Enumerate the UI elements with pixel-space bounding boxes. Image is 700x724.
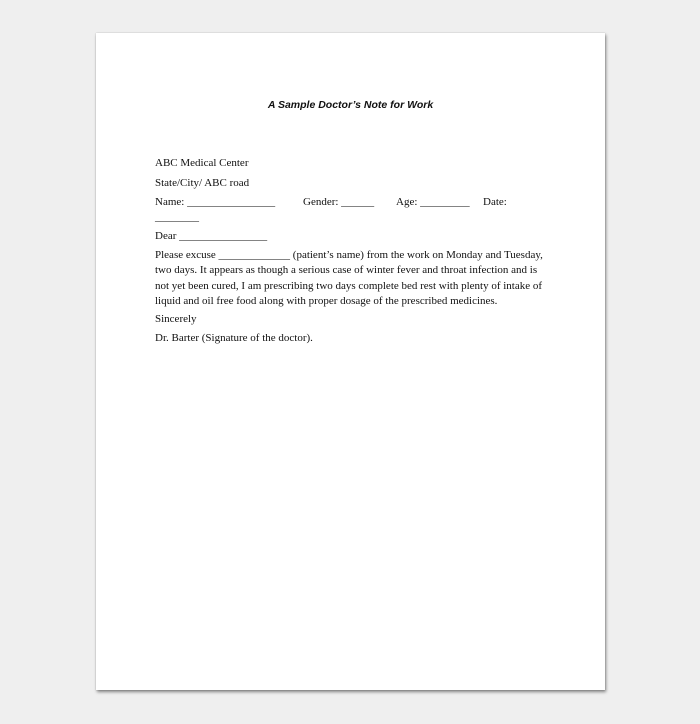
age-field: Age: _________ <box>396 196 470 208</box>
note-body-line: liquid and oil free food along with proper dosage of the prescribed medicines. <box>155 295 498 308</box>
date-blank: ________ <box>155 211 199 223</box>
gender-field: Gender: ______ <box>303 196 375 208</box>
note-body-line: two days. It appears as though a serious case of winter fever and throat infection and is <box>155 264 538 277</box>
organization-name: ABC Medical Center <box>155 157 249 169</box>
name-field: Name: ________________ <box>155 196 276 208</box>
document-title: A Sample Doctor’s Note for Work <box>267 99 434 111</box>
salutation: Dear ________________ <box>155 230 268 242</box>
note-body-line: Please excuse _____________ (patient’s name) from the work on Monday and Tuesday, <box>155 249 543 261</box>
closing: Sincerely <box>155 313 197 325</box>
note-body-line: not yet been cured, I am prescribing two days complete bed rest with plenty of intake of <box>155 279 543 292</box>
document-page <box>96 33 605 690</box>
note-body <box>155 248 555 310</box>
date-field: Date: <box>483 196 507 208</box>
signature-line: Dr. Barter (Signature of the doctor). <box>155 332 313 344</box>
organization-address: State/City/ ABC road <box>155 177 250 189</box>
